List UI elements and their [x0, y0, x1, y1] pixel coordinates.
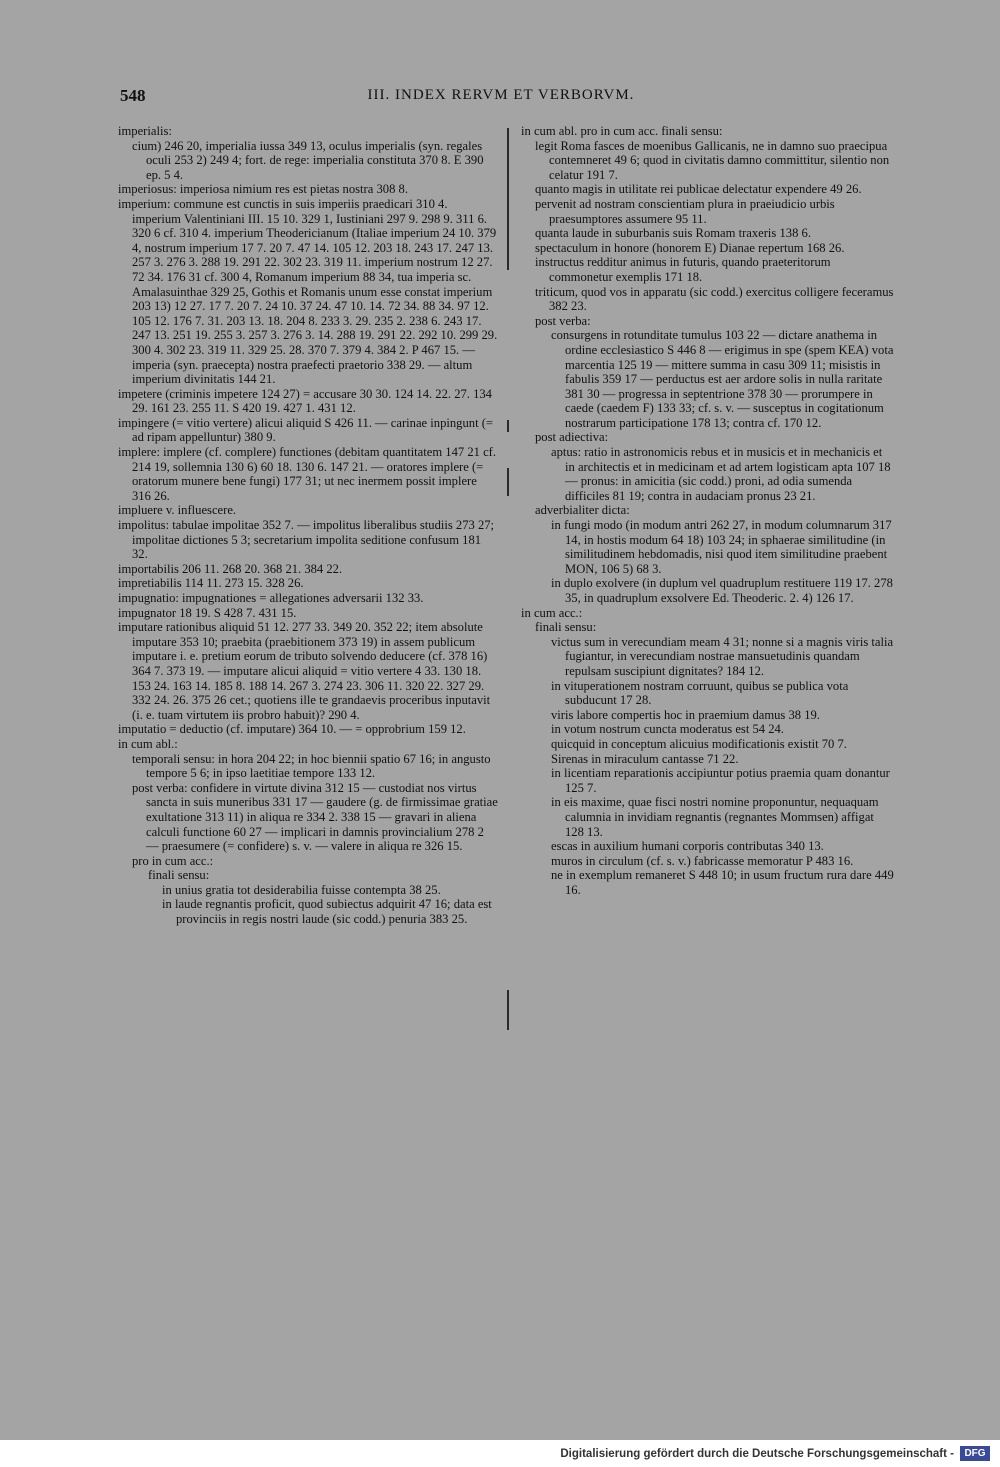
index-entry: Sirenas in miraculum cantasse 71 22. — [551, 751, 739, 766]
index-entry: post adiectiva: — [535, 430, 609, 445]
index-entry: impretiabilis 114 11. 273 15. 328 26. — [118, 576, 304, 591]
index-entry: pro in cum acc.: — [132, 853, 214, 868]
index-entry: in laude regnantis proficit, quod subiectus adquirit 47 16; data est provinciis in regis nostri laude (sic codd.) penuria 383 25. — [162, 897, 492, 927]
funding-notice: Digitalisierung gefördert durch die Deutsche Forschungsgemeinschaft - — [560, 1448, 954, 1460]
index-entry: impolitus: tabulae impolitae 352 7. — impolitus liberalibus studiis 273 27; impolitae dictiones 5 3; secretarium impolita seditione confusum 181 32. — [118, 518, 495, 562]
index-entry: aptus: ratio in astronomicis rebus et in musicis et in mechanicis et in architectis et in medicinam et ad artem logisticam apta 107 18 — pronus: in amicitia (sic codd.) proni, ad odia sumenda difficiles 81 19; contra in audaciam pronus 23 21. — [551, 445, 891, 503]
index-entry: impluere v. influescere. — [118, 503, 237, 518]
index-entry: spectaculum in honore (honorem E) Dianae repertum 168 26. — [535, 240, 845, 255]
column-divider — [507, 990, 509, 1030]
index-entry: adverbialiter dicta: — [535, 503, 630, 518]
index-entry: victus sum in verecundiam meam 4 31; nonne si a magnis viris talia fugiantur, in verecundiam nostrae mansuetudinis quandam repulsam suscipiunt dignitates? 184 12. — [551, 634, 894, 678]
index-entry: muros in circulum (cf. s. v.) fabricasse memoratur P 483 16. — [551, 853, 854, 868]
index-entry: in votum nostrum cuncta moderatus est 54 24. — [551, 722, 784, 737]
index-entry: cium) 246 20, imperialia iussa 349 13, oculus imperialis (syn. regales oculi 253 2) 249 4; fort. de rege: imperialia constituta 370 8. E 390 ep. 5 4. — [132, 138, 484, 182]
index-entry: quanto magis in utilitate rei publicae delectatur expendere 49 26. — [535, 182, 862, 197]
index-entry: instructus redditur animus in futuris, quando praeteritorum commonetur exemplis 171 18. — [535, 255, 831, 284]
index-entry: impetere (criminis impetere 124 27) = accusare 30 30. 124 14. 22. 27. 134 29. 161 23. 255 11. S 420 19. 427 1. 431 12. — [118, 386, 492, 416]
running-title: III. INDEX RERVM ET VERBORVM. — [367, 87, 635, 103]
index-entry: imperiosus: imperiosa nimium res est pietas nostra 308 8. — [118, 182, 408, 197]
index-entry: in eis maxime, quae fisci nostri nomine proponuntur, nequaquam calumnia in invidiam regnantis (regnantes Mommsen) affigat 128 13. — [551, 795, 879, 839]
index-entry: quanta laude in suburbanis suis Romam traxeris 138 6. — [535, 226, 811, 241]
index-entry: escas in auxilium humani corporis contributas 340 13. — [551, 839, 824, 854]
column-divider — [507, 420, 509, 432]
index-entry: impugnatio: impugnationes = allegationes adversarii 132 33. — [118, 591, 424, 605]
column-divider — [507, 468, 509, 496]
column-divider — [507, 128, 509, 270]
index-entry: impugnator 18 19. S 428 7. 431 15. — [118, 605, 297, 620]
index-entry: legit Roma fasces de moenibus Gallicanis, ne in damno suo praecipua contemneret 49 6; quod in civitatis damno committitur, silentio non celatur 191 7. — [535, 138, 890, 182]
index-entry: pervenit ad nostram conscientiam plura in praeiudicio urbis praesumptores assumere 95 11. — [535, 196, 835, 226]
index-entry: quicquid in conceptum alicuius modificationis existit 70 7. — [551, 736, 847, 751]
index-entry: finali sensu: — [535, 620, 597, 635]
index-entry: in fungi modo (in modum antri 262 27, in modum columnarum 317 14, in hostis modum 64 18) 103 24; in sphaerae similitudine (in similitudinem hebdomadis, nisi quod item similitudine praebent MON, 106 5) 68 3. — [551, 518, 892, 576]
index-entry: triticum, quod vos in apparatu (sic codd.) exercitus colligere feceramus 382 23. — [535, 284, 894, 314]
index-entry: in cum acc.: — [521, 605, 583, 620]
page-number: 548 — [120, 86, 146, 105]
index-column-right — [521, 124, 895, 897]
index-entry: in cum abl.: — [118, 736, 178, 751]
index-entry: in licentiam reparationis accipiuntur potius praemia quam donantur 125 7. — [551, 766, 890, 795]
index-entry: temporali sensu: in hora 204 22; in hoc biennii spatio 67 16; in angusto tempore 5 6; in ipso laetitiae tempore 133 12. — [132, 751, 491, 781]
index-entry: imperium: commune est cunctis in suis imperiis praedicari 310 4. imperium Valentiniani III. 15 10. 329 1, Iustiniani 297 9. 298 9. 311 6. 320 6 cf. 310 4. imperium Theodericianum (Italiae imperium 24 10. 379 4, nostrum imperium 17 7. 20 7. 47 14. 105 12. 203 18. 243 17. 247 13. 257 3. 276 3. 288 19. 291 22. 302 23. 319 11. imperium nostrum 12 27. 72 34. 176 31 cf. 300 4, Romanum imperium 88 34, tua imperia sc. Amalasuinthae 329 25, Gothis et Romanis unum esse constat imperium 203 13) 12 27. 17 7. 20 7. 24 10. 37 24. 47 10. 14. 72 34. 88 34. 97 12. 105 12. 176 7. 31. 203 13. 18. 204 8. 233 3. 29. 235 2. 238 6. 243 17. 247 13. 251 19. 255 3. 257 3. 276 3. 14. 288 19. 291 22. 292 10. 299 29. 300 4. 302 23. 319 11. 329 25. 28. 370 7. 379 4. 384 2. P 467 15. — imperia (syn. praecepta) nostra praefecti praetorio 338 29. — altum imperium divinitatis 144 21. — [118, 196, 498, 387]
index-entry: in duplo exolvere (in duplum vel quadruplum restituere 119 17. 278 35, in quadruplum exsolvere Ed. Theoderic. 2. 4) 126 17. — [551, 576, 893, 605]
index-entry: imperialis: — [118, 124, 172, 138]
index-entry: viris labore compertis hoc in praemium damus 38 19. — [551, 707, 820, 722]
dfg-logo: DFG — [960, 1446, 990, 1461]
digitization-footer — [0, 1441, 1000, 1467]
index-entry: in vituperationem nostram corruunt, quibus se publica vota subducunt 17 28. — [551, 678, 849, 708]
index-entry: in cum abl. pro in cum acc. finali sensu: — [521, 124, 723, 138]
index-entry: impingere (= vitio vertere) alicui aliquid S 426 11. — carinae inpingunt (= ad ripam appelluntur) 380 9. — [118, 415, 494, 445]
index-entry: imputatio = deductio (cf. imputare) 364 10. — = opprobrium 159 12. — [118, 722, 466, 737]
index-entry: post verba: confidere in virtute divina 312 15 — custodiat nos virtus sancta in suis muneribus 331 17 — gaudere (g. de firmissimae gratiae exultatione 313 11) in aliqua re 334 2. 338 15 — gravari in aliena calculi functione 60 27 — implicari in damnis provincialium 278 2 — praesumere (= confidere) s. v. — valere in aliqua re 326 15. — [132, 780, 498, 854]
index-entry: finali sensu: — [148, 868, 210, 883]
index-entry: consurgens in rotunditate tumulus 103 22 — dictare anathema in ordine ecclesiastico S 446 8 — erigimus in spe (spem KEA) vota marcentia 125 19 — mittere summa in casu 309 11; misistis in fabulis 359 17 — perductus est aer ardore solis in nulla raritate 381 30 — progressa in septentrione 378 30 — prorumpere in caede (caedem F) 133 33; cf. s. v. — susceptus in cogitationum nostrarum participatione 178 13; contra cf. 170 12. — [551, 328, 894, 430]
index-column-left — [118, 124, 498, 927]
index-entry: ne in exemplum remaneret S 448 10; in usum fructum rura dare 449 16. — [551, 868, 894, 897]
page-header — [120, 86, 882, 108]
index-entry: implere: implere (cf. complere) functiones (debitam quantitatem 147 21 cf. 214 19, sollemnia 130 6) 60 18. 130 6. 147 21. — oratores implere (= oratorum munere bene fungi) 177 31; ut nec inermem possit implere 316 26. — [118, 445, 497, 503]
index-entry: imputare rationibus aliquid 51 12. 277 33. 349 20. 352 22; item absolute imputare 353 10; praebita (praebitionem 373 19) in assem publicum imputare i. e. pretium eorum de tributo solvendo deducere (cf. 378 16) 364 7. 373 19. — imputare alicui aliquid = vitio vertere 4 33. 130 18. 153 24. 163 14. 185 8. 188 14. 267 3. 274 23. 306 11. 320 22. 327 29. 332 24. 26. 375 26 cet.; quotiens ille te grandaevis proceribus inputavit (i. e. tuam virtutem iis probro habuit)? 290 4. — [118, 620, 491, 722]
index-entry: importabilis 206 11. 268 20. 368 21. 384 22. — [118, 561, 343, 576]
index-entry: post verba: — [535, 313, 591, 328]
index-entry: in unius gratia tot desiderabilia fuisse contempta 38 25. — [162, 882, 441, 897]
